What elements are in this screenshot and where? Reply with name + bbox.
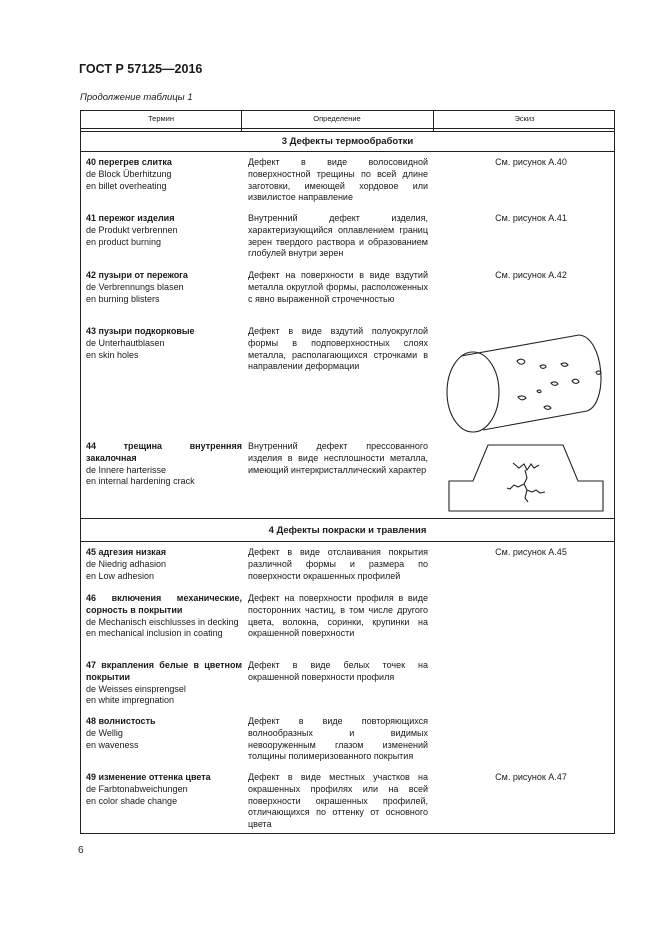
term-ru: 43 пузыри подкорковые [86, 326, 195, 336]
term-en: en internal hardening crack [86, 476, 195, 487]
table-row-term [86, 547, 242, 582]
term-de: de Farbtonabweichungen [86, 783, 188, 794]
term-en: en color shade change [86, 795, 178, 806]
column-header-definition: Определение [313, 114, 361, 123]
table-row-definition: Дефект в виде отслаивания покрытия различной формы и размера по поверхности окрашенных профилей [248, 547, 428, 581]
table-row-term [86, 326, 242, 361]
table-row-definition: Дефект в виде вздутий полуокруглой формы в подповерхностных слоях металла, располагающихся строчками в направлении деформации [248, 326, 428, 372]
term-ru: 41 пережог изделия [86, 213, 175, 223]
document-title: ГОСТ Р 57125—2016 [79, 62, 203, 76]
table-caption: Продолжение таблицы 1 [80, 92, 193, 103]
table-row-term [86, 660, 242, 707]
term-de: de Wellig [86, 727, 123, 738]
term-de: de Produkt verbrennen [86, 224, 178, 235]
cylinder-skin-holes-sketch [439, 325, 611, 435]
term-de: de Unterhautblasen [86, 337, 165, 348]
table-row-definition: Дефект в виде повторяющихся волнообразных и видимых невооруженным глазом изменений толщины полимеризованного покрытия [248, 716, 428, 762]
term-de: de Mechanisch eischlusses in decking [86, 616, 239, 627]
term-en: en waveness [86, 739, 139, 750]
section-title: 3 Дефекты термообработки [281, 136, 414, 147]
table-row-sketch: См. рисунок А.45 [495, 547, 567, 557]
column-header-sketch: Эскиз [514, 114, 535, 123]
table-row-term [86, 213, 242, 248]
term-ru: 40 перегрев слитка [86, 157, 172, 167]
table-row-term [86, 441, 242, 488]
term-en: en mechanical inclusion in coating [86, 628, 223, 639]
table-row-sketch: См. рисунок А.41 [495, 213, 567, 223]
table-row-definition: Дефект в виде волосовидной поверхностной трещины по всей длине заготовки, имеющей хордовое или извилистое направление [248, 157, 428, 203]
term-de: de Weisses einsprengsel [86, 683, 186, 694]
table-row-term [86, 270, 242, 305]
table-row-definition: Дефект на поверхности профиля в виде посторонних частиц, в том числе другого цвета, волокна, соринки, крупинки на окрашенной поверхности [248, 593, 428, 639]
term-ru: 42 пузыри от пережога [86, 270, 188, 280]
term-en: en white impregnation [86, 695, 175, 706]
term-en: en billet overheating [86, 180, 167, 191]
table-row-sketch: См. рисунок А.42 [495, 270, 567, 280]
table-row-definition: Внутренний дефект изделия, характеризующийся оплавлением границ зерен твердого раствора и образованием глобулей внутри зерен [248, 213, 428, 259]
table-row-sketch: См. рисунок А.47 [495, 772, 567, 782]
section-rule [81, 541, 614, 542]
page-number: 6 [78, 845, 84, 856]
term-de: de Innere harterisse [86, 464, 167, 475]
term-en: en skin holes [86, 349, 139, 360]
term-en: en burning blisters [86, 293, 160, 304]
table-row-term [86, 157, 242, 192]
table-row-definition: Дефект на поверхности в виде вздутий металла округлой формы, расположенных с явно выраженной строчечностью [248, 270, 428, 304]
table-row-definition: Дефект в виде местных участков на окрашенных профилях или на всей поверхности окрашенных профилей, отличающихся по оттенку от основного цвета [248, 772, 428, 830]
profile-crack-sketch [443, 441, 613, 513]
term-ru: 44 трещина внутренняя закалочная [86, 441, 242, 463]
term-ru: 48 волнистость [86, 716, 156, 726]
term-ru: 46 включения механические, сорность в покрытии [86, 593, 242, 615]
term-de: de Block Überhitzung [86, 168, 172, 179]
header-rule [81, 128, 614, 129]
term-ru: 49 изменение оттенка цвета [86, 772, 211, 782]
table-row-term [86, 716, 242, 751]
term-en: en product burning [86, 236, 162, 247]
section-rule [81, 151, 614, 152]
table-row-term [86, 593, 242, 640]
section-title: 4 Дефекты покраски и травления [268, 525, 427, 536]
term-ru: 47 вкрапления белые в цветном покрытии [86, 660, 242, 682]
term-de: de Verbrennungs blasen [86, 281, 184, 292]
term-de: de Niedrig adhasion [86, 558, 167, 569]
table-row-definition: Дефект в виде белых точек на окрашенной поверхности профиля [248, 660, 428, 682]
header-rule [81, 131, 614, 132]
column-header-term: Термин [148, 114, 174, 123]
table-row-definition: Внутренний дефект прессованного изделия в виде несплошности металла, имеющий интеркристаллический характер [248, 441, 428, 475]
table-row-term [86, 772, 242, 807]
terms-table [80, 110, 615, 834]
table-row-sketch: См. рисунок А.40 [495, 157, 567, 167]
term-en: en Low adhesion [86, 570, 155, 581]
term-ru: 45 адгезия низкая [86, 547, 166, 557]
section-rule [81, 518, 614, 519]
